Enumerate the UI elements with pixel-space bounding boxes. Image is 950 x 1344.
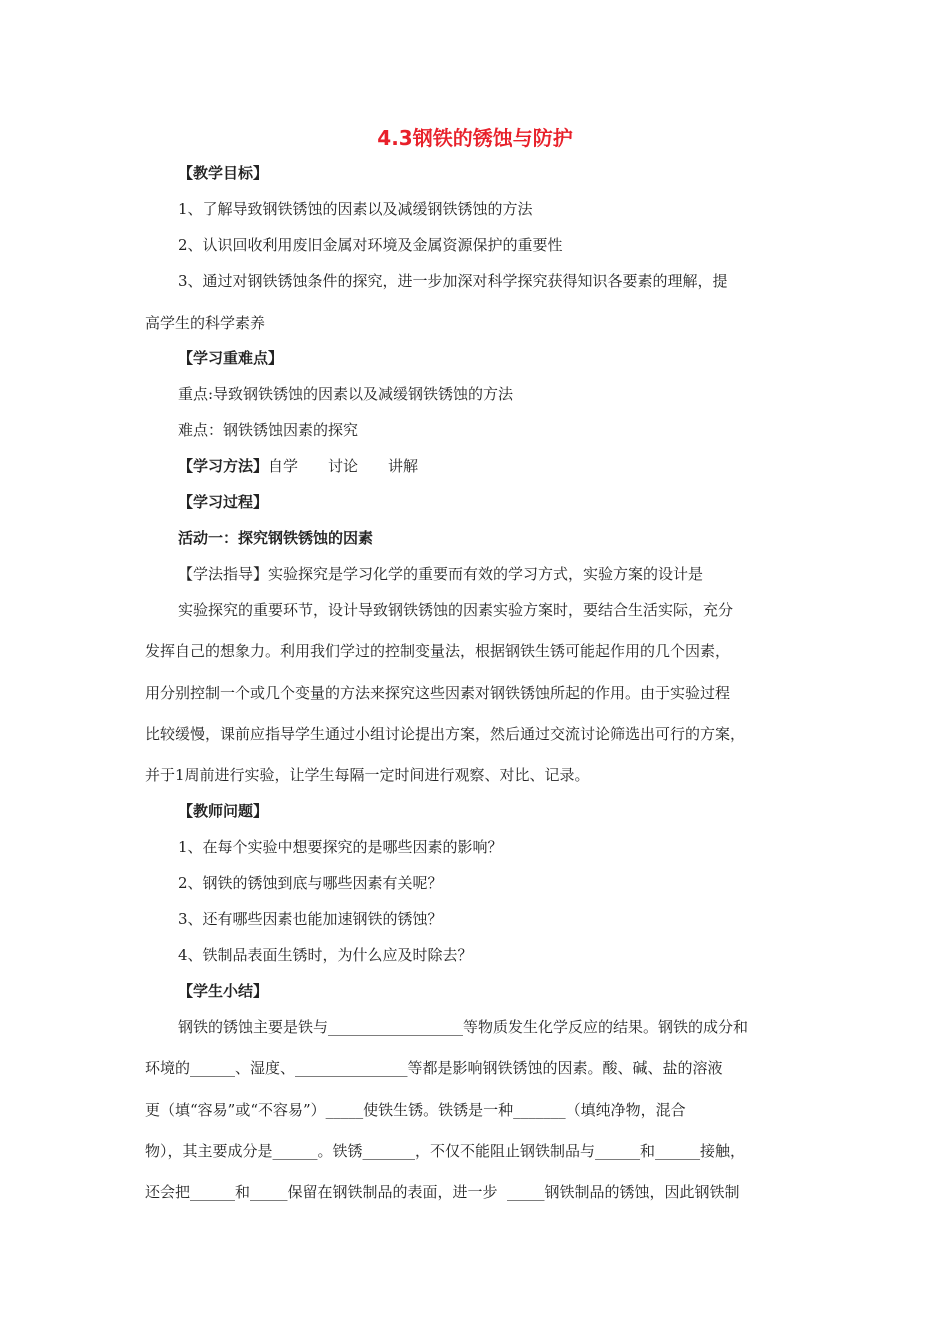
summary-line: 环境的______、湿度、_______________等都是影响钢铁锈蚀的因素。酸、碱、盐的溶液 (145, 1059, 723, 1077)
teacher-questions-heading: 【教师问题】 (178, 802, 269, 820)
summary-line: 钢铁的锈蚀主要是铁与__________________等物质发生化学反应的结果。钢铁的成分和 (178, 1018, 749, 1036)
summary-line: 物），其主要成分是______。铁锈_______，不仅不能阻止钢铁制品与______和______接触， (145, 1142, 746, 1160)
guide-line: 发挥自己的想象力。利用我们学过的控制变量法，根据钢铁生锈可能起作用的几个因素， (145, 642, 731, 660)
key-points-heading: 【学习重难点】 (178, 349, 284, 367)
teacher-question: 2、钢铁的锈蚀到底与哪些因素有关呢？ (178, 874, 443, 892)
teacher-question: 3、还有哪些因素也能加速钢铁的锈蚀？ (178, 910, 443, 928)
summary-line: 还会把______和_____保留在钢铁制品的表面，进一步 _____钢铁制品的锈蚀，因此钢铁制 (145, 1183, 740, 1201)
objective-item: 2、认识回收利用废旧金属对环境及金属资源保护的重要性 (178, 236, 563, 254)
student-summary-heading: 【学生小结】 (178, 982, 269, 1000)
guide-line: 用分别控制一个或几个变量的方法来探究这些因素对钢铁锈蚀所起的作用。由于实验过程 (145, 684, 731, 702)
teacher-question: 4、铁制品表面生锈时，为什么应及时除去？ (178, 946, 473, 964)
activity-title: 活动一：探究钢铁锈蚀的因素 (178, 529, 374, 547)
guide-line: 并于1周前进行实验，让学生每隔一定时间进行观察、对比、记录。 (145, 766, 590, 784)
guide-line: 实验探究的重要环节，设计导致钢铁锈蚀的因素实验方案时，要结合生活实际，充分 (178, 601, 734, 619)
objective-item: 3、通过对钢铁锈蚀条件的探究，进一步加深对科学探究获得知识各要素的理解，提 (178, 272, 728, 290)
method-heading: 【学习方法】 (178, 457, 269, 475)
guide-line: 【学法指导】实验探究是学习化学的重要而有效的学习方式，实验方案的设计是 (178, 565, 704, 583)
objectives-heading: 【教学目标】 (178, 164, 269, 182)
process-heading: 【学习过程】 (178, 493, 269, 511)
guide-line: 比较缓慢，课前应指导学生通过小组讨论提出方案，然后通过交流讨论筛选出可行的方案， (145, 725, 746, 743)
objective-item-continued: 高学生的科学素养 (145, 314, 266, 332)
method-text: 自学 讨论 讲解 (268, 457, 419, 475)
key-point-difficulty: 难点：钢铁锈蚀因素的探究 (178, 421, 359, 439)
objective-item: 1、了解导致钢铁锈蚀的因素以及减缓钢铁锈蚀的方法 (178, 200, 533, 218)
teacher-question: 1、在每个实验中想要探究的是哪些因素的影响？ (178, 838, 503, 856)
summary-line: 更（填“容易”或“不容易”）_____使铁生锈。铁锈是一种_______（填纯净物，混合 (145, 1101, 686, 1119)
key-point-focus: 重点:导致钢铁锈蚀的因素以及减缓钢铁锈蚀的方法 (178, 385, 514, 403)
document-title: 4.3钢铁的锈蚀与防护 (377, 126, 573, 150)
method-row (178, 456, 418, 476)
